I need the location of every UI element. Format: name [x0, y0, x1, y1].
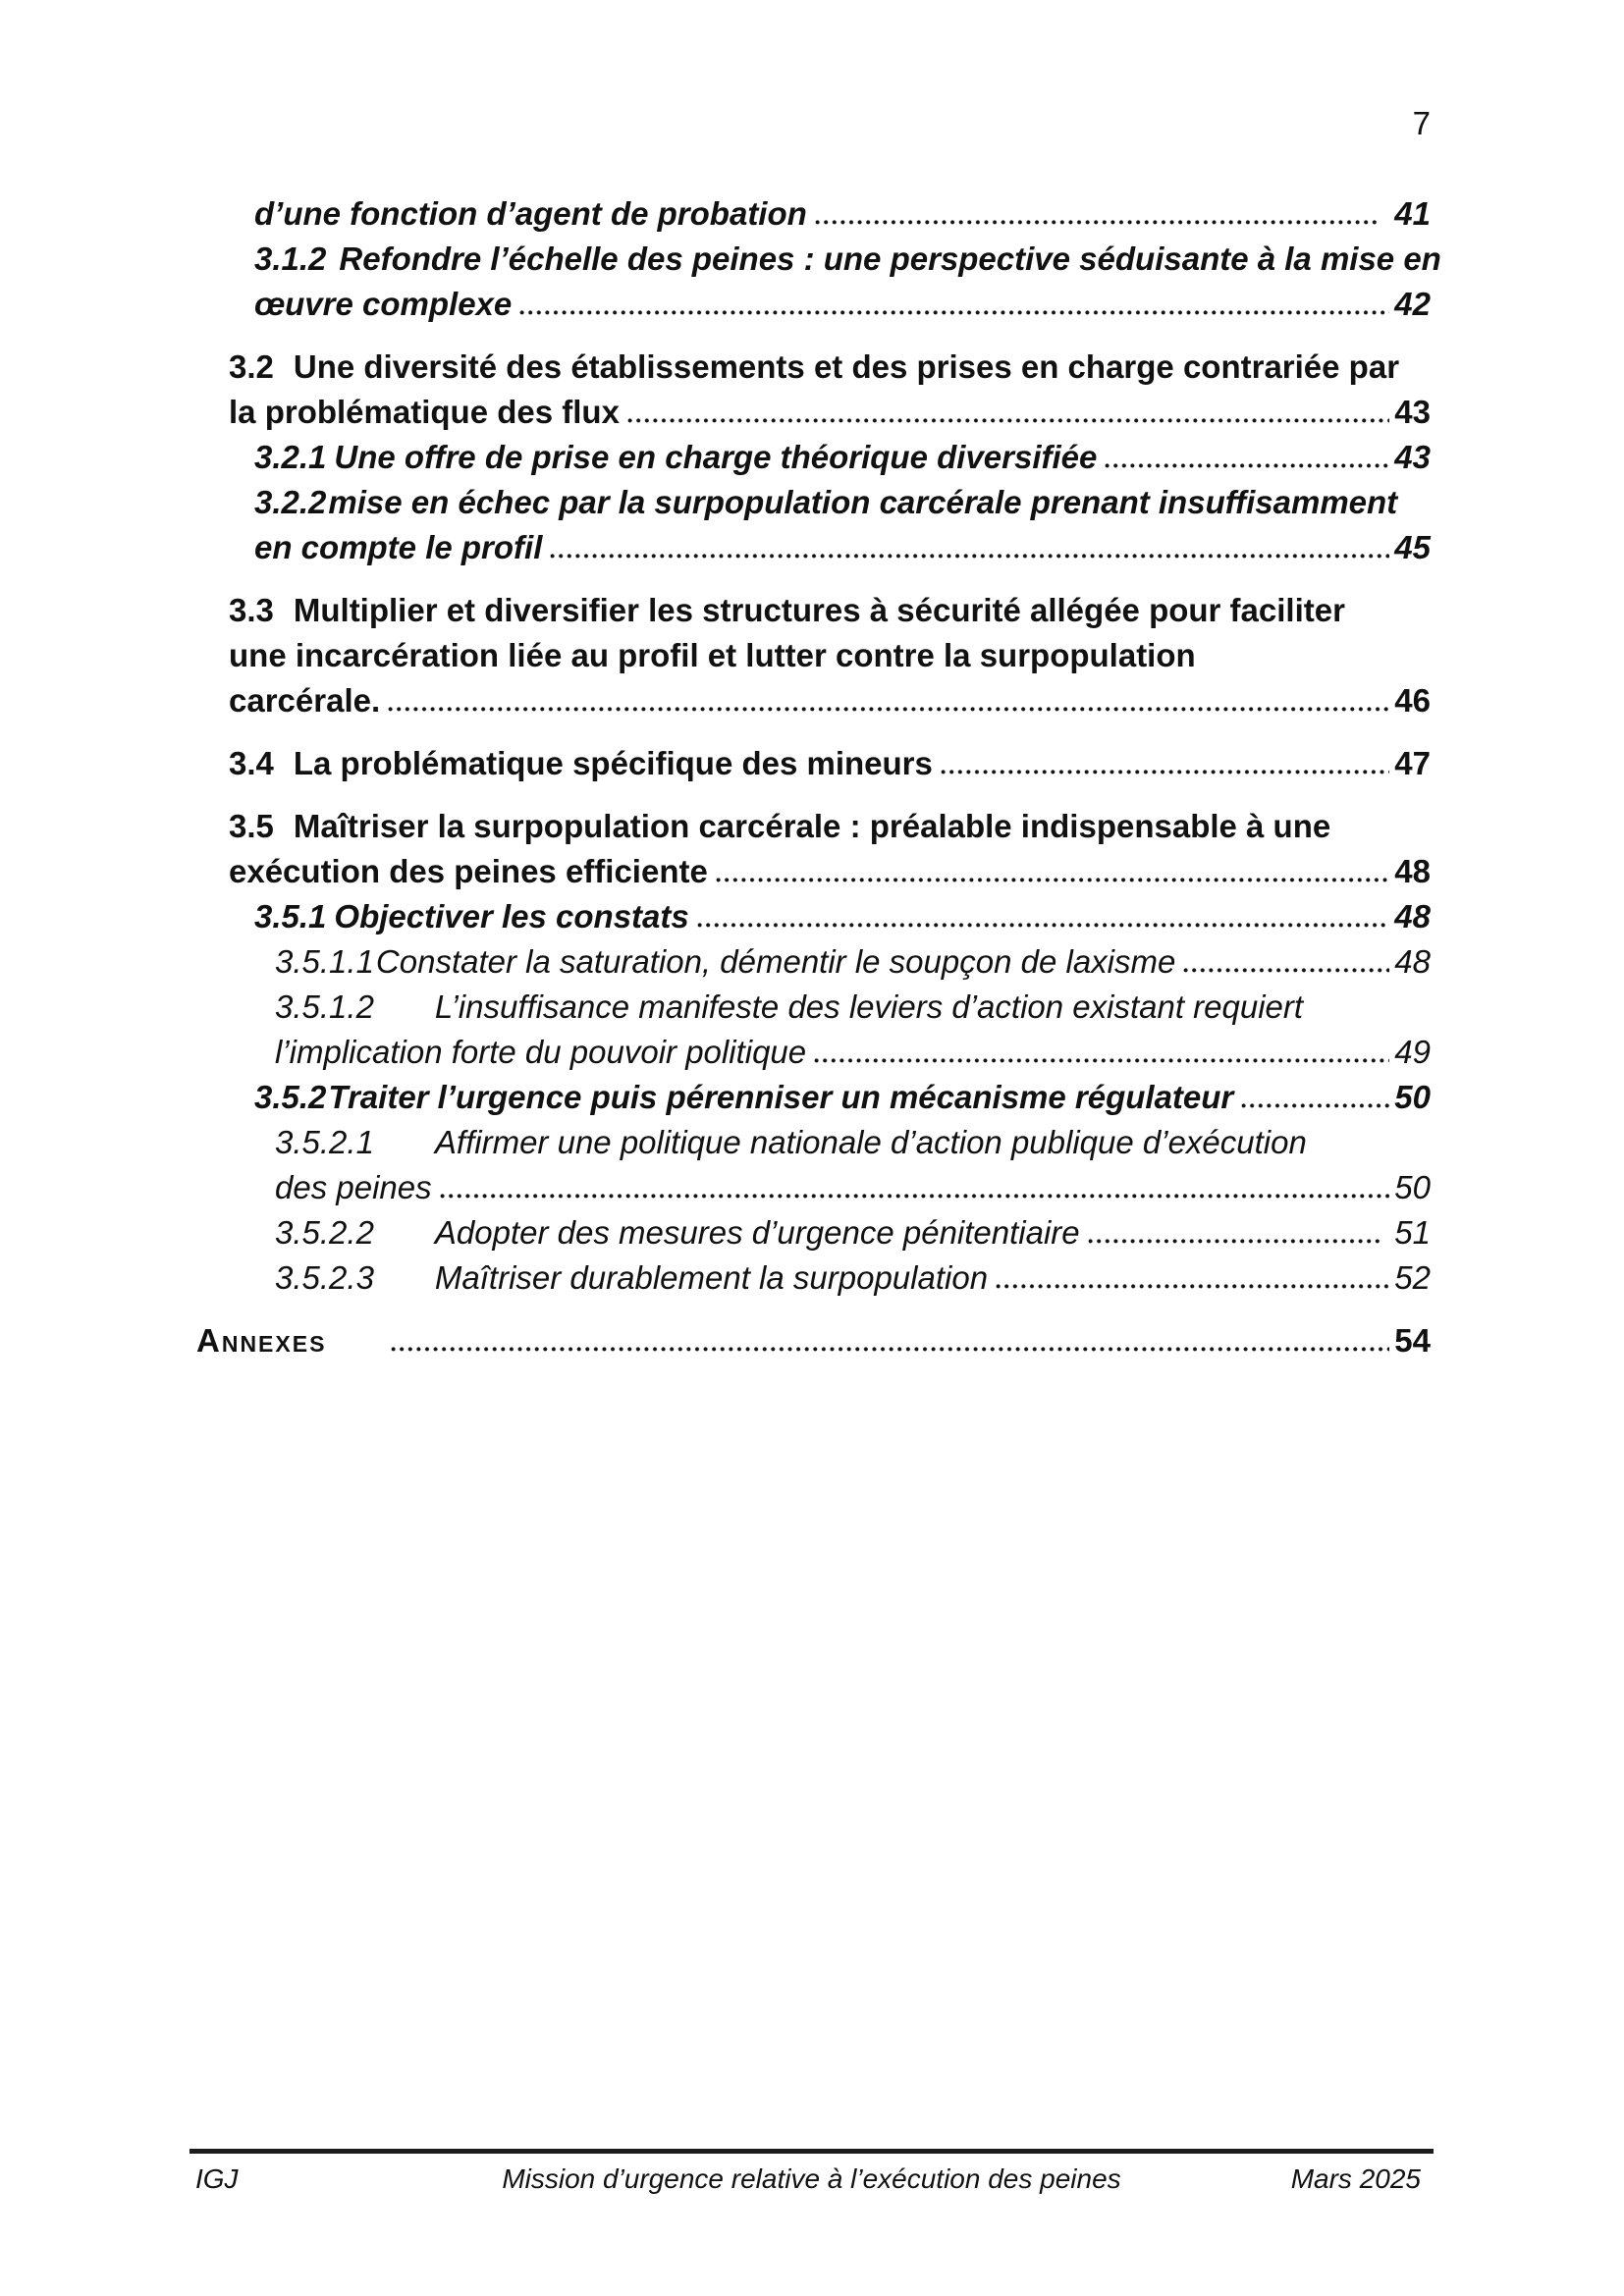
- page-number: 7: [1412, 105, 1431, 141]
- toc-page-number: 47: [1394, 745, 1431, 781]
- toc-entry-line: [229, 588, 1431, 633]
- dot-leader: [814, 1058, 1389, 1063]
- toc-entry-number: 3.5: [229, 808, 274, 844]
- toc-entry-line: [254, 435, 1431, 480]
- dot-leader: [388, 707, 1389, 712]
- toc-page-number: 48: [1394, 853, 1431, 889]
- toc-page-number: 43: [1394, 394, 1431, 430]
- toc-entry-number: 3.4: [229, 745, 274, 781]
- dot-leader: [519, 310, 1389, 315]
- toc-entry-text: Objectiver les constats: [334, 898, 689, 934]
- toc-entry-line: [254, 525, 1431, 570]
- toc-entry-text: Affirmer une politique nationale d’action publique d’exécution: [434, 1124, 1307, 1160]
- toc-page-number: 43: [1394, 439, 1431, 475]
- toc-entry-text: L’insuffisance manifeste des leviers d’action existant requiert: [434, 988, 1304, 1025]
- dot-leader: [996, 1284, 1389, 1289]
- toc-entry-number: 3.2: [229, 348, 274, 385]
- toc-entry-text: œuvre complexe: [254, 286, 513, 322]
- dot-leader: [1183, 968, 1389, 973]
- footer-doc-title: Mission d’urgence relative à l’exécution des peines: [502, 2163, 1121, 2194]
- toc-entry-text: Adopter des mesures d’urgence pénitentiaire: [434, 1214, 1080, 1251]
- toc-page-number: 52: [1394, 1259, 1431, 1296]
- toc-entry-number: 3.2.1: [254, 439, 327, 475]
- toc-page-number: 48: [1394, 898, 1431, 934]
- toc-entry-line: [254, 1075, 1431, 1120]
- toc-entry-number: 3.3: [229, 592, 274, 628]
- dot-leader: [1105, 463, 1389, 468]
- toc-entry-text: carcérale.: [229, 682, 381, 719]
- toc-entry-text: des peines: [275, 1169, 432, 1205]
- toc-entry-line: [275, 1255, 1431, 1301]
- toc-entry-text: Une offre de prise en charge théorique diversifiée: [334, 439, 1098, 475]
- toc-entry-text: Maîtriser la surpopulation carcérale : préalable indispensable à une: [293, 808, 1331, 844]
- toc-page-number: 49: [1394, 1034, 1431, 1070]
- toc-entry-line: [196, 1318, 1431, 1363]
- dot-leader: [391, 1347, 1389, 1352]
- toc-entry-text: Une diversité des établissements et des prises en charge contrariée par: [293, 348, 1400, 385]
- toc-entry-number: 3.5.2.3: [275, 1259, 374, 1296]
- toc-entry-number: 3.1.2: [254, 240, 327, 277]
- toc-entry-line: [254, 282, 1431, 327]
- toc-page-number: 50: [1394, 1169, 1431, 1205]
- toc-page-number: 48: [1394, 943, 1431, 980]
- dot-leader: [697, 923, 1390, 928]
- toc-entry-text: Annexes: [196, 1322, 327, 1359]
- toc-entry-line: [275, 1120, 1431, 1165]
- dot-leader: [550, 554, 1389, 559]
- toc-page-number: 54: [1394, 1322, 1431, 1359]
- dot-leader: [815, 220, 1380, 225]
- toc-entry-line: [229, 804, 1431, 849]
- toc-entry-number: 3.5.1.2: [275, 988, 374, 1025]
- toc-entry-text: d’une fonction d’agent de probation: [254, 195, 807, 232]
- toc-entry-line: [254, 237, 1441, 282]
- toc-entry-text: Multiplier et diversifier les structures à sécurité allégée pour faciliter: [293, 592, 1345, 628]
- page-footer: [189, 2149, 1434, 2196]
- toc-entry-text: Maîtriser durablement la surpopulation: [434, 1259, 989, 1296]
- dot-leader: [941, 770, 1389, 774]
- toc-entry-line: [275, 939, 1431, 985]
- toc-entry-text: exécution des peines efficiente: [229, 853, 708, 889]
- toc-entry-number: 3.5.1.1: [275, 943, 374, 980]
- toc-entry-line: [254, 894, 1431, 939]
- footer-date: Mars 2025: [1290, 2163, 1421, 2194]
- toc-entry-line: [229, 678, 1431, 723]
- toc-entry-text: la problématique des flux: [229, 394, 620, 430]
- toc-entry-number: 3.5.2.2: [275, 1214, 374, 1251]
- toc-entry-number: 3.5.2: [254, 1079, 327, 1115]
- toc-entry-text: Refondre l’échelle des peines : une perspective séduisante à la mise en: [339, 240, 1441, 277]
- dot-leader: [440, 1194, 1390, 1199]
- toc-entry-number: 3.5.1: [254, 898, 327, 934]
- toc-entry-line: [229, 345, 1431, 390]
- footer-org-label: IGJ: [195, 2163, 239, 2194]
- dot-leader: [1088, 1239, 1380, 1244]
- dot-leader: [627, 418, 1389, 423]
- toc-entry-line: [275, 1030, 1431, 1075]
- toc-entry-line: [275, 1210, 1431, 1255]
- toc-entry-line: [275, 985, 1431, 1030]
- toc-entry-line: [254, 191, 1431, 237]
- toc-page-number: 46: [1394, 682, 1431, 719]
- toc-entry-text: une incarcération liée au profil et lutter contre la surpopulation: [229, 637, 1196, 673]
- toc-page-number: 41: [1394, 195, 1431, 232]
- toc-entry-line: [254, 480, 1431, 525]
- toc-page-number: 45: [1394, 529, 1431, 565]
- dot-leader: [1241, 1103, 1389, 1108]
- toc-entry-line: [229, 390, 1431, 435]
- toc-page-number: 50: [1394, 1079, 1431, 1115]
- toc-entry-number: 3.2.2: [254, 484, 327, 520]
- toc-entry-line: [275, 1165, 1431, 1210]
- toc-entry-text: Traiter l’urgence puis pérenniser un mécanisme régulateur: [328, 1079, 1234, 1115]
- table-of-contents: [196, 191, 1441, 1363]
- toc-entry-number: 3.5.2.1: [275, 1124, 374, 1160]
- toc-entry-line: [229, 633, 1431, 678]
- toc-entry-text: La problématique spécifique des mineurs: [293, 745, 933, 781]
- toc-entry-text: mise en échec par la surpopulation carcérale prenant insuffisamment: [328, 484, 1398, 520]
- toc-entry-text: l’implication forte du pouvoir politique: [275, 1034, 807, 1070]
- toc-page-number: 51: [1394, 1214, 1431, 1251]
- toc-entry-text: en compte le profil: [254, 529, 543, 565]
- dot-leader: [716, 878, 1389, 882]
- toc-page-number: 42: [1394, 286, 1431, 322]
- toc-entry-line: [229, 741, 1431, 786]
- toc-entry-text: Constater la saturation, démentir le soupçon de laxisme: [375, 943, 1176, 980]
- toc-entry-line: [229, 849, 1431, 894]
